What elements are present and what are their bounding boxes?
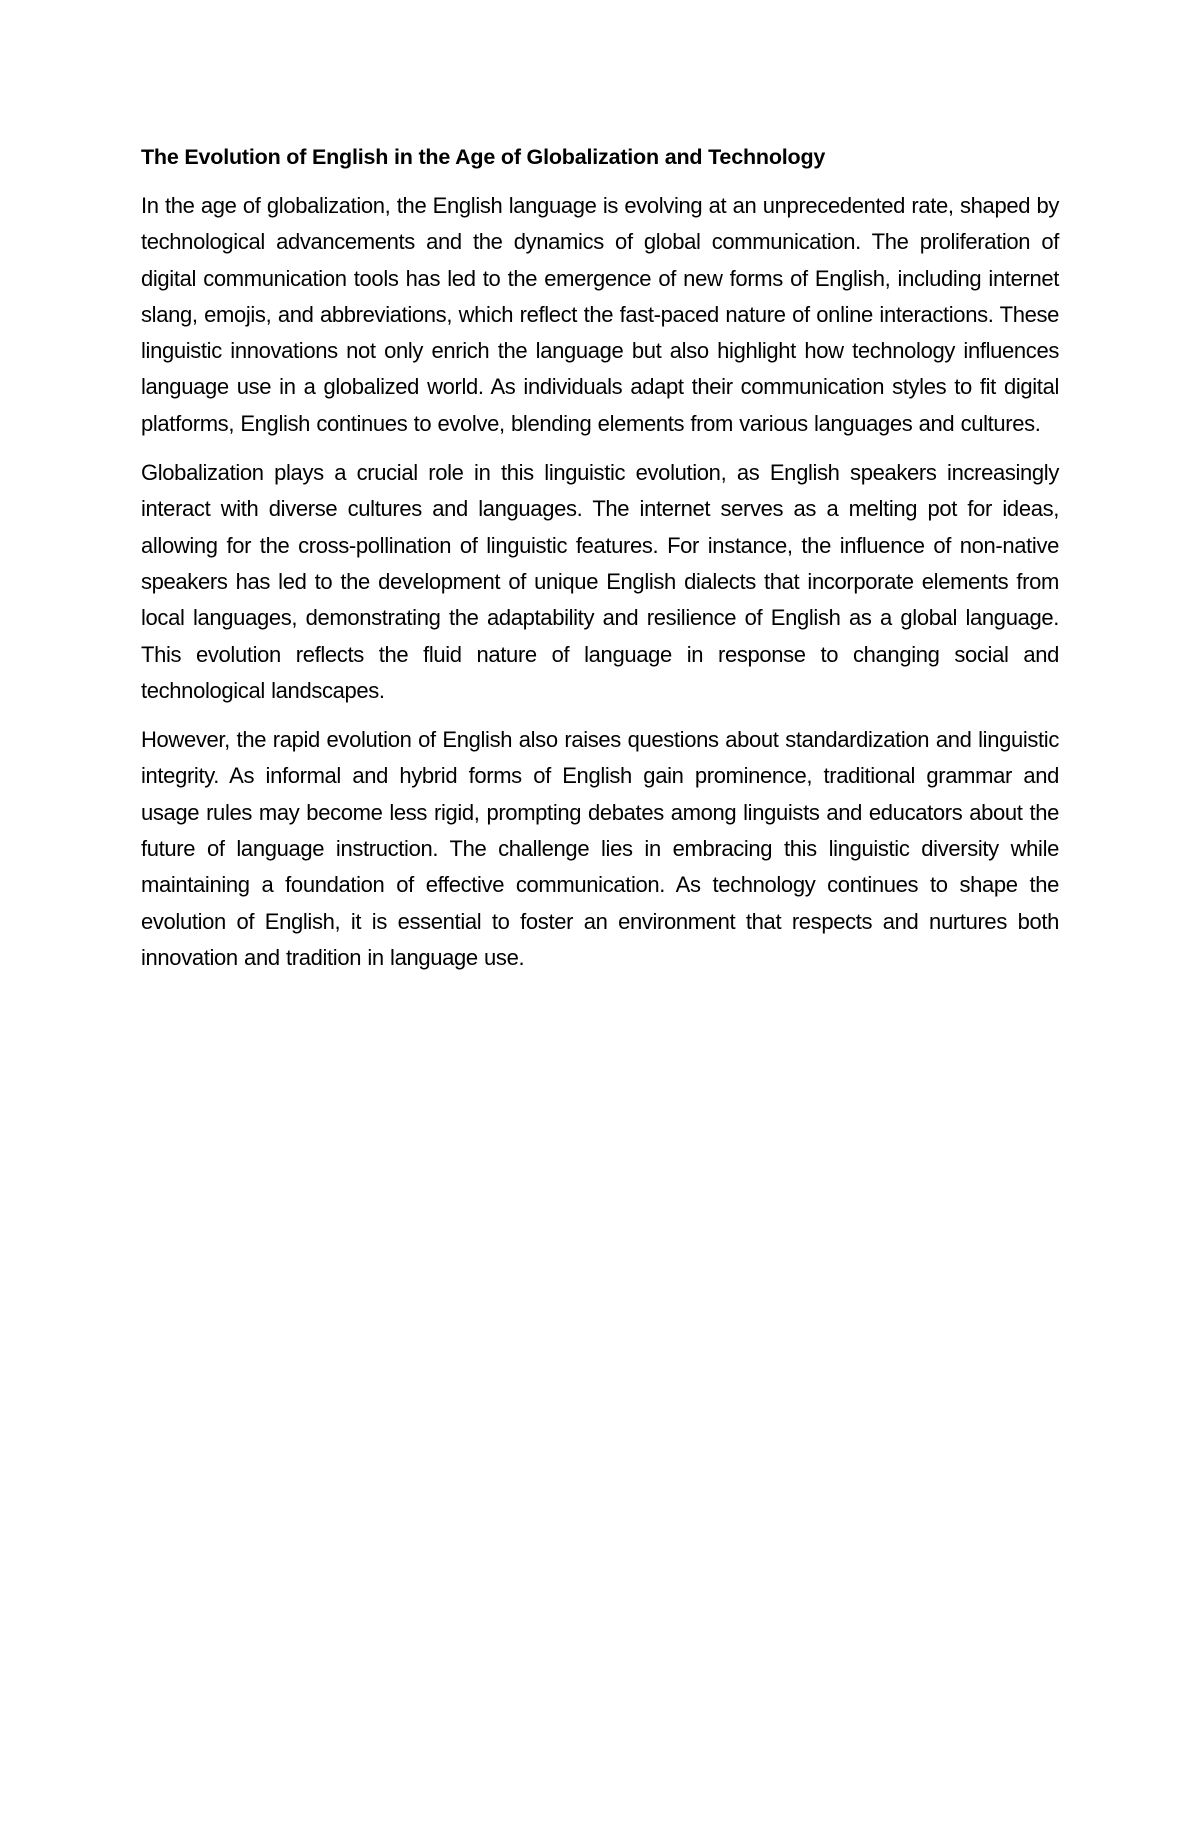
document-body: [141, 140, 1059, 989]
document-title: The Evolution of English in the Age of Globalization and Technology: [141, 145, 826, 169]
paragraph-3: However, the rapid evolution of English also raises questions about standardization and linguistic integrity. As informal and hybrid forms of English gain prominence, traditional grammar and usage rules may become less rigid, prompting debates among linguists and educators about the future of language instruction. The challenge lies in embracing this linguistic diversity while maintaining a foundation of effective communication. As technology continues to shape the evolution of English, it is essential to foster an environment that respects and nurtures both innovation and tradition in language use.: [141, 727, 1059, 970]
paragraph-1: In the age of globalization, the English language is evolving at an unprecedented rate, shaped by technological advancements and the dynamics of global communication. The proliferation of digital communication tools has led to the emergence of new forms of English, including internet slang, emojis, and abbreviations, which reflect the fast-paced nature of online interactions. These linguistic innovations not only enrich the language but also highlight how technology influences language use in a globalized world. As individuals adapt their communication styles to fit digital platforms, English continues to evolve, blending elements from various languages and cultures.: [141, 193, 1059, 436]
paragraph-2: Globalization plays a crucial role in this linguistic evolution, as English speakers increasingly interact with diverse cultures and languages. The internet serves as a melting pot for ideas, allowing for the cross-pollination of linguistic features. For instance, the influence of non-native speakers has led to the development of unique English dialects that incorporate elements from local languages, demonstrating the adaptability and resilience of English as a global language. This evolution reflects the fluid nature of language in response to changing social and technological landscapes.: [141, 460, 1059, 703]
